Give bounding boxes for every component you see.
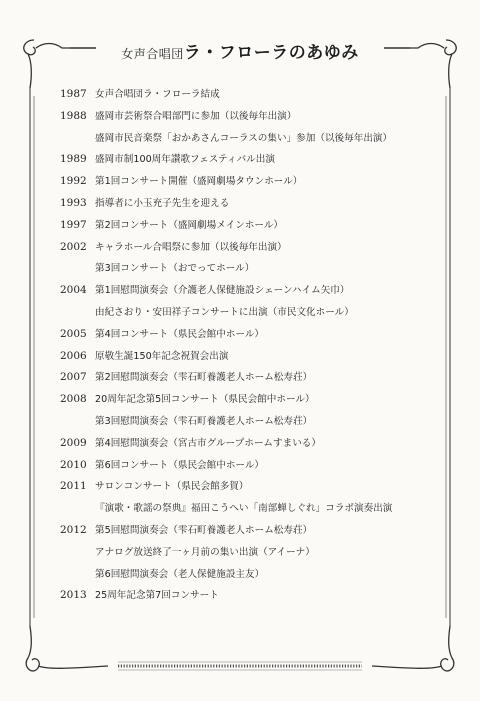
timeline-event: 原敬生誕150年記念祝賀会出演 [95, 350, 229, 362]
timeline-event: 『演歌・歌謡の祭典』福田こうへい「南部蝉しぐれ」コラボ演奏出演 [95, 503, 393, 515]
timeline-row [60, 498, 460, 520]
timeline-row [60, 433, 460, 455]
timeline-year: 2010 [60, 458, 87, 471]
timeline-year: 1988 [60, 109, 87, 122]
timeline-year: 1993 [60, 196, 87, 209]
timeline-row [60, 302, 460, 324]
timeline-event: 第4回コンサート（県民会館中ホール） [95, 328, 265, 340]
timeline-row [60, 411, 460, 433]
timeline-event: 第4回慰問演奏会（宮古市グループホームすまいる） [95, 437, 321, 449]
timeline-row [60, 346, 460, 368]
timeline-row [60, 128, 460, 150]
timeline-row [60, 237, 460, 259]
timeline-row [60, 193, 460, 215]
timeline-event: 第5回慰問演奏会（雫石町養護老人ホーム松寿荘） [95, 524, 313, 536]
timeline-event: 第3回コンサート（おでってホール） [95, 263, 255, 275]
timeline-row [60, 149, 460, 171]
timeline-year: 2005 [60, 327, 87, 340]
timeline-row [60, 367, 460, 389]
timeline-row [60, 106, 460, 128]
timeline-year: 2002 [60, 240, 87, 253]
timeline-row [60, 455, 460, 477]
timeline-year: 2009 [60, 436, 87, 449]
timeline-row [60, 324, 460, 346]
timeline-row [60, 258, 460, 280]
timeline-row [60, 280, 460, 302]
title-name: ラ・フローラのあゆみ [183, 43, 359, 63]
timeline-year: 2007 [60, 371, 87, 384]
timeline-year: 2006 [60, 349, 87, 362]
timeline-event: キャラホール合唱祭に参加（以後毎年出演） [95, 241, 287, 253]
timeline-event: 盛岡市民音楽祭「おかあさんコーラスの集い」参加（以後毎年出演） [95, 132, 393, 144]
timeline-year: 2008 [60, 393, 87, 406]
timeline-year: 1989 [60, 153, 87, 166]
timeline-event: 由紀さおり・安田祥子コンサートに出演（市民文化ホール） [95, 306, 354, 318]
timeline-row [60, 564, 460, 586]
timeline-year: 2004 [60, 284, 87, 297]
timeline-event: 25周年記念第7回コンサート [95, 590, 219, 602]
timeline-event: 盛岡市制100周年讃歌フェスティバル出演 [95, 154, 275, 166]
timeline-row [60, 520, 460, 542]
timeline-event: 指導者に小玉充子先生を迎える [95, 197, 230, 209]
timeline-event: 第3回慰問演奏会（雫石町養護老人ホーム松寿荘） [95, 415, 313, 427]
timeline-event: 20周年記念第5回コンサート（県民会館中ホール） [95, 394, 315, 406]
timeline-year: 1997 [60, 218, 87, 231]
timeline-year: 1987 [60, 88, 87, 100]
timeline-year: 2011 [60, 480, 87, 493]
timeline-event: 女声合唱団ラ・フローラ結成 [95, 89, 220, 100]
timeline-row [60, 171, 460, 193]
timeline-event: アナログ放送終了一ヶ月前の集い出演（アイーナ） [95, 546, 315, 558]
timeline-row [60, 542, 460, 564]
timeline-event: 第6回コンサート（県民会館中ホール） [95, 459, 265, 471]
timeline-year: 1992 [60, 175, 87, 188]
history-timeline [60, 84, 460, 607]
timeline-event: 第1回コンサート開催（盛岡劇場タウンホール） [95, 176, 303, 188]
timeline-row [60, 585, 460, 607]
timeline-year: 2012 [60, 523, 87, 536]
title-prefix: 女声合唱団 [121, 47, 184, 61]
timeline-event: 第1回慰問演奏会（介護老人保健施設シェーンハイム矢巾） [95, 285, 350, 297]
timeline-year: 2013 [60, 589, 87, 602]
timeline-event: 第2回慰問演奏会（雫石町養護老人ホーム松寿荘） [95, 372, 313, 384]
page-title-wrapper [0, 38, 480, 63]
timeline-event: 盛岡市芸術祭合唱部門に参加（以後毎年出演） [95, 110, 297, 122]
timeline-row [60, 84, 460, 106]
timeline-event: 第6回慰問演奏会（老人保健施設主友） [95, 568, 265, 580]
timeline-event: サロンコンサート（県民会館多賀） [95, 481, 249, 493]
timeline-row [60, 215, 460, 237]
timeline-row [60, 389, 460, 411]
timeline-row [60, 476, 460, 498]
page-title [121, 38, 359, 63]
timeline-event: 第2回コンサート（盛岡劇場メインホール） [95, 219, 284, 231]
